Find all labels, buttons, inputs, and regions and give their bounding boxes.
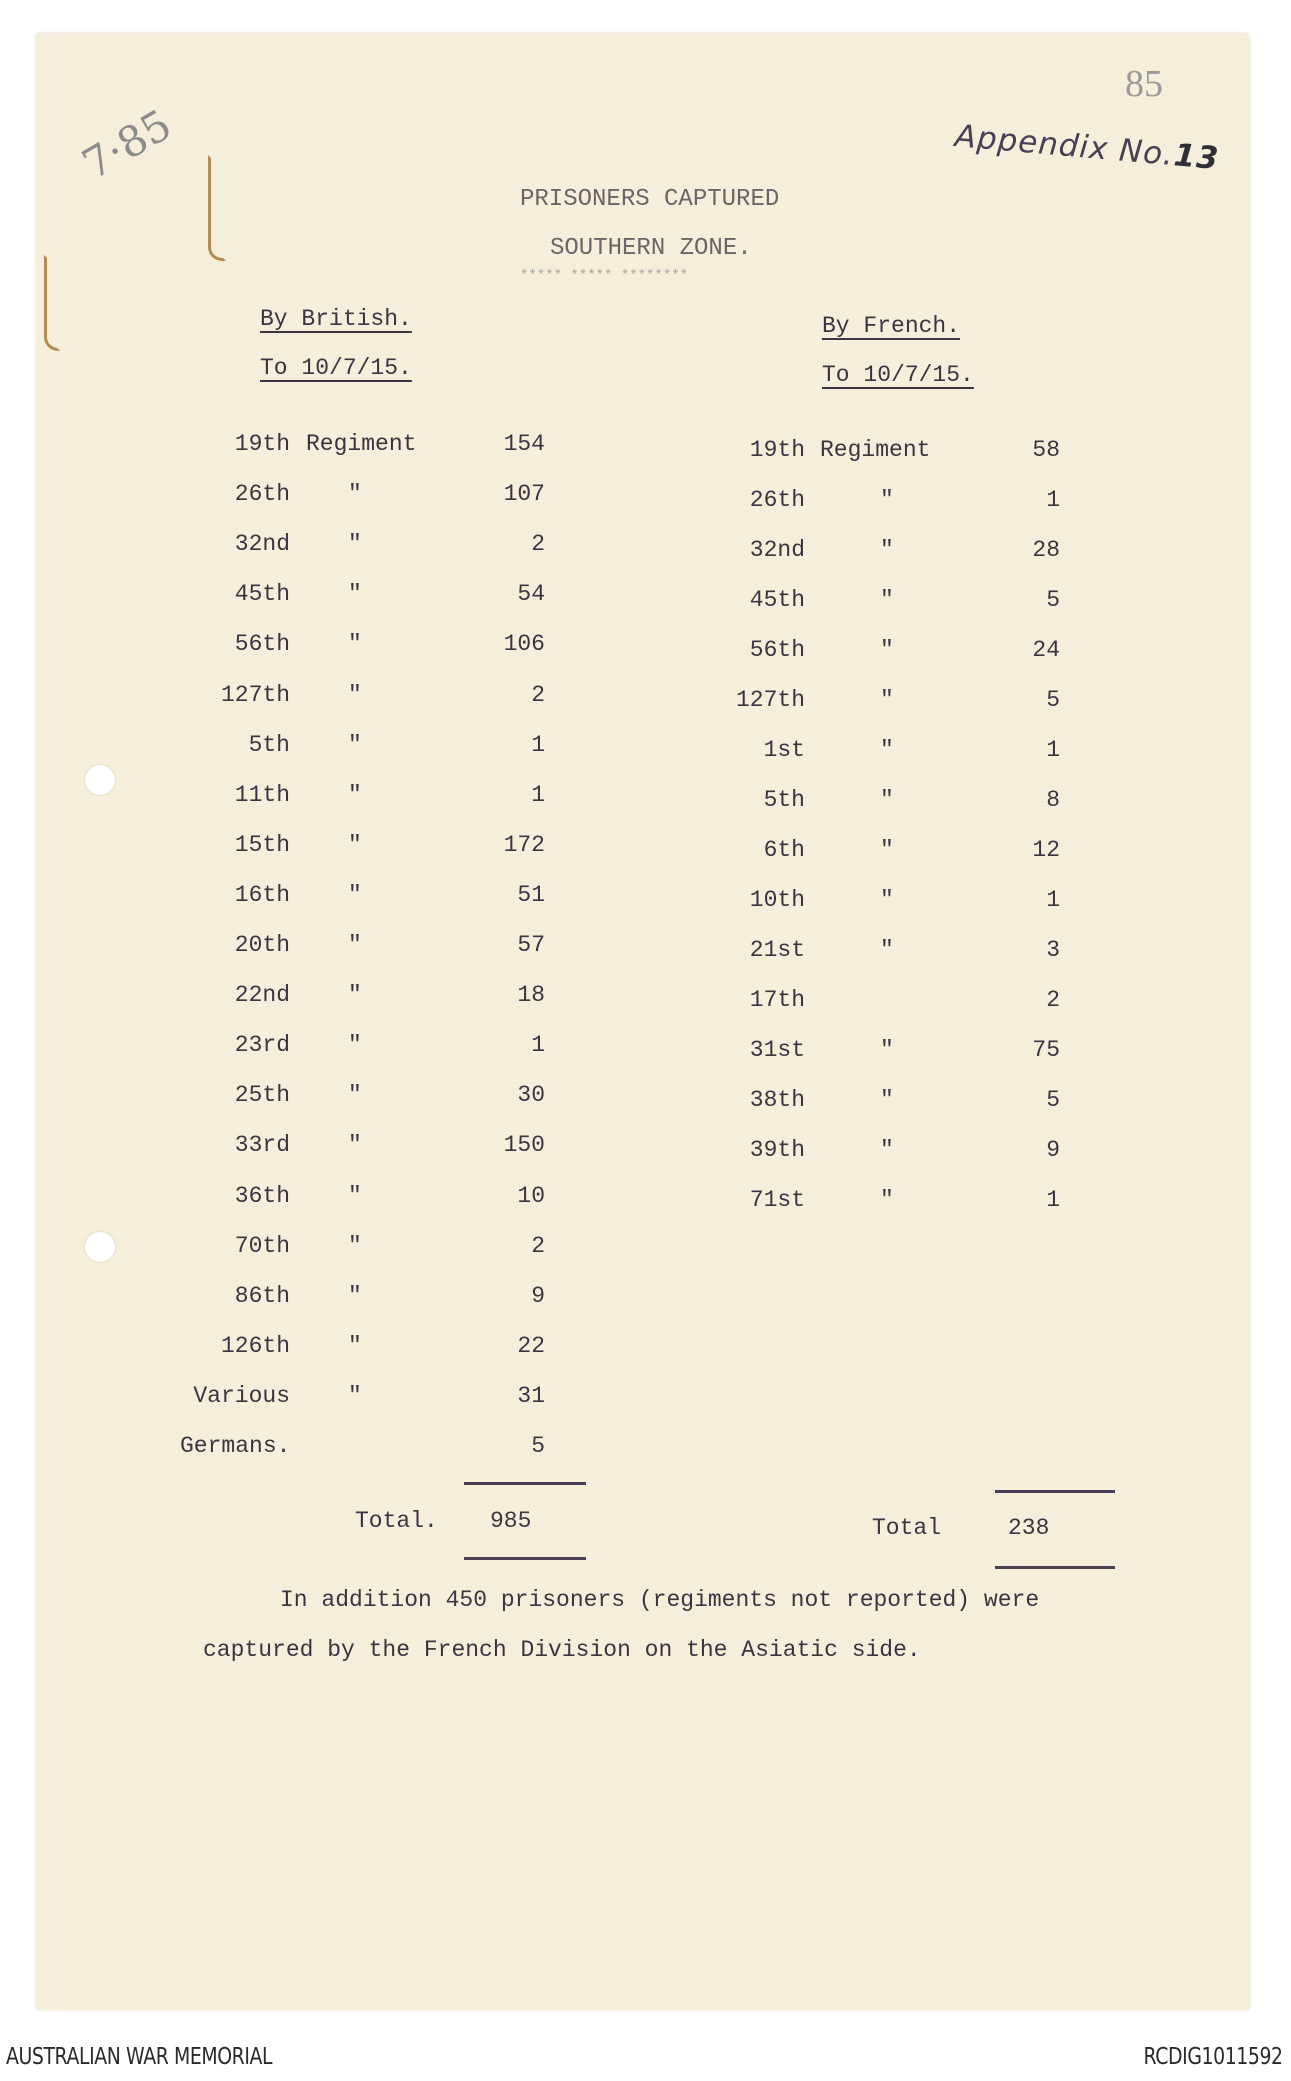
unit-name: 15th — [234, 831, 290, 858]
british-date: To 10/7/15. — [260, 355, 412, 381]
appendix-label: Appendix No. — [953, 118, 1176, 174]
unit-name: 5th — [248, 731, 290, 758]
ditto-mark: " — [880, 737, 894, 763]
prisoner-count: 2 — [531, 681, 545, 708]
document-subtitle: SOUTHERN ZONE. — [550, 235, 752, 262]
unit-name: 127th — [220, 681, 290, 708]
unit-name: 23rd — [234, 1032, 290, 1059]
ditto-mark: " — [348, 1182, 362, 1209]
rust-mark — [208, 155, 226, 261]
french-date: To 10/7/15. — [822, 362, 974, 388]
prisoner-count: 9 — [531, 1282, 545, 1309]
ditto-mark: " — [880, 937, 894, 963]
ditto-mark: " — [348, 581, 362, 608]
prisoner-count: 5 — [1046, 687, 1060, 713]
divider-stars: ***** ***** ******** — [520, 268, 689, 284]
ditto-mark: " — [348, 1082, 362, 1109]
unit-name: 32nd — [749, 537, 805, 563]
prisoner-count: 30 — [517, 1082, 545, 1109]
unit-name: 19th — [234, 431, 290, 457]
ditto-mark: " — [348, 681, 362, 708]
ditto-mark: " — [880, 837, 894, 863]
prisoner-count: 24 — [1032, 637, 1060, 663]
prisoner-count: 5 — [531, 1433, 545, 1459]
prisoner-count: 106 — [503, 631, 545, 658]
prisoner-count: 28 — [1032, 537, 1060, 563]
ditto-mark: " — [348, 831, 362, 858]
ditto-mark: " — [880, 487, 894, 513]
unit-name: 26th — [749, 487, 805, 513]
unit-name: 70th — [234, 1232, 290, 1259]
unit-name: 17th — [749, 987, 805, 1013]
ditto-mark: " — [880, 1187, 894, 1213]
prisoner-count: 75 — [1032, 1037, 1060, 1063]
unit-name: 33rd — [234, 1132, 290, 1159]
prisoner-count: 22 — [517, 1332, 545, 1359]
prisoner-count: 1 — [531, 1032, 545, 1059]
french-heading: By French. — [822, 313, 961, 339]
prisoner-count: 150 — [503, 1132, 545, 1159]
note-line-2: captured by the French Division on the Asiatic side. — [203, 1637, 921, 1663]
footer-source: AUSTRALIAN WAR MEMORIAL — [6, 2044, 273, 2070]
unit-name: 22nd — [234, 982, 290, 1009]
ditto-mark: " — [348, 1232, 362, 1259]
french-total-value: 238 — [1008, 1515, 1050, 1541]
prisoner-count: 1 — [1046, 487, 1060, 513]
prisoner-count: 1 — [531, 731, 545, 758]
unit-name: 126th — [220, 1332, 290, 1359]
unit-name: 38th — [749, 1087, 805, 1113]
unit-name: 1st — [763, 737, 805, 763]
footer-id: RCDIG1011592 — [1143, 2044, 1283, 2070]
total-rule-top — [995, 1490, 1115, 1493]
unit-name: 6th — [763, 837, 805, 863]
ditto-mark: " — [348, 881, 362, 908]
ditto-mark: " — [880, 1037, 894, 1063]
ditto-mark: " — [880, 687, 894, 713]
prisoner-count: 18 — [517, 982, 545, 1009]
unit-name: 19th — [749, 437, 805, 463]
ditto-mark: " — [880, 637, 894, 663]
ditto-mark: " — [348, 481, 362, 508]
prisoner-count: 9 — [1046, 1137, 1060, 1163]
ditto-mark: " — [348, 1382, 362, 1409]
unit-name: Various — [193, 1382, 290, 1409]
prisoner-count: 1 — [1046, 737, 1060, 763]
ditto-mark: " — [348, 982, 362, 1009]
ditto-mark: " — [880, 787, 894, 813]
punch-hole — [85, 765, 115, 795]
unit-name: 10th — [749, 887, 805, 913]
unit-name: 32nd — [234, 531, 290, 558]
note-line-1: In addition 450 prisoners (regiments not reported) were — [280, 1587, 1040, 1613]
unit-name: 56th — [749, 637, 805, 663]
unit-name: 71st — [749, 1187, 805, 1213]
total-rule-bottom — [464, 1557, 586, 1560]
prisoner-count: 154 — [503, 431, 545, 457]
prisoner-count: 5 — [1046, 1087, 1060, 1113]
punch-hole — [85, 1232, 115, 1262]
unit-name: 45th — [234, 581, 290, 608]
prisoner-count: 1 — [1046, 1187, 1060, 1213]
french-total-label: Total — [872, 1515, 942, 1541]
prisoner-count: 2 — [1046, 987, 1060, 1013]
unit-name: 39th — [749, 1137, 805, 1163]
british-heading: By British. — [260, 306, 412, 332]
ditto-mark: " — [880, 887, 894, 913]
ditto-mark: " — [348, 932, 362, 958]
ditto-mark: " — [880, 537, 894, 563]
prisoner-count: 1 — [531, 781, 545, 808]
unit-name: Germans. — [180, 1433, 291, 1459]
prisoner-count: 12 — [1032, 837, 1060, 863]
prisoner-count: 2 — [531, 531, 545, 558]
ditto-mark: " — [348, 1032, 362, 1059]
page-number: 85 — [1125, 63, 1163, 105]
unit-name: 45th — [749, 587, 805, 613]
total-rule-bottom — [995, 1566, 1115, 1569]
handwritten-note: 7·85 — [74, 99, 180, 190]
unit-name: 36th — [234, 1182, 290, 1209]
ditto-mark: " — [348, 531, 362, 558]
prisoner-count: 2 — [531, 1232, 545, 1259]
unit-name: 26th — [234, 481, 290, 508]
prisoner-count: 107 — [503, 481, 545, 508]
appendix-number: 13 — [1172, 137, 1221, 178]
british-total-value: 985 — [490, 1508, 532, 1534]
unit-label: Regiment — [306, 431, 417, 457]
prisoner-count: 51 — [517, 881, 545, 908]
rust-mark — [44, 255, 60, 351]
unit-name: 20th — [234, 932, 290, 958]
unit-label: Regiment — [820, 437, 931, 463]
unit-name: 56th — [234, 631, 290, 658]
ditto-mark: " — [880, 1137, 894, 1163]
unit-name: 11th — [234, 781, 290, 808]
unit-name: 25th — [234, 1082, 290, 1109]
prisoner-count: 8 — [1046, 787, 1060, 813]
ditto-mark: " — [348, 1282, 362, 1309]
prisoner-count: 1 — [1046, 887, 1060, 913]
ditto-mark: " — [348, 1332, 362, 1359]
unit-name: 86th — [234, 1282, 290, 1309]
document-title: PRISONERS CAPTURED — [520, 186, 780, 213]
unit-name: 16th — [234, 881, 290, 908]
prisoner-count: 172 — [503, 831, 545, 858]
ditto-mark: " — [880, 587, 894, 613]
ditto-mark: " — [348, 781, 362, 808]
prisoner-count: 58 — [1032, 437, 1060, 463]
ditto-mark: " — [880, 1087, 894, 1113]
british-total-label: Total. — [355, 1508, 438, 1534]
prisoner-count: 5 — [1046, 587, 1060, 613]
prisoner-count: 57 — [517, 932, 545, 958]
unit-name: 5th — [763, 787, 805, 813]
prisoner-count: 10 — [517, 1182, 545, 1209]
prisoner-count: 31 — [517, 1382, 545, 1409]
ditto-mark: " — [348, 631, 362, 658]
ditto-mark: " — [348, 731, 362, 758]
unit-name: 127th — [735, 687, 805, 713]
prisoner-count: 54 — [517, 581, 545, 608]
document-page — [36, 33, 1250, 2010]
unit-name: 21st — [749, 937, 805, 963]
ditto-mark: " — [348, 1132, 362, 1159]
unit-name: 31st — [749, 1037, 805, 1063]
total-rule-top — [464, 1482, 586, 1485]
prisoner-count: 3 — [1046, 937, 1060, 963]
